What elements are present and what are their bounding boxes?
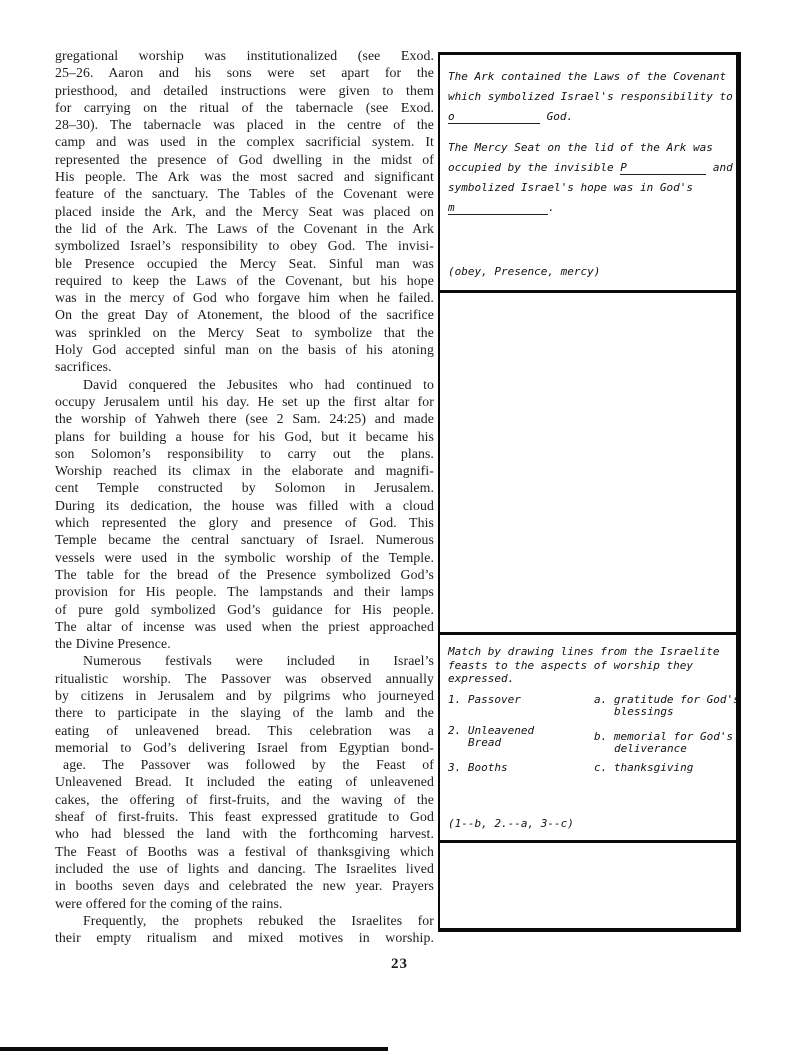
article-text-line: their empty ritualism and mixed motives in worship. [55, 930, 434, 946]
match-instruction-line: Match by drawing lines from the Israelite [448, 645, 720, 658]
article-text-line: who had blessed the land with the forthcoming harvest. [55, 826, 434, 842]
exercise-text-line: The Mercy Seat on the lid of the Ark was [448, 141, 713, 154]
match-feast-cell [448, 694, 594, 718]
article-text-line: occupy Jerusalem until his day. He set up the first altar for [55, 393, 434, 409]
article-text-line: sacrifices. [55, 359, 112, 375]
article-text-line: the lid of the Ark. The Laws of the Covenant in the Ark [55, 220, 434, 236]
article-text-line: ritualistic worship. The Passover was observed annually [55, 670, 434, 686]
match-aspect-cont: deliverance [614, 741, 687, 755]
match-aspect: c. thanksgiving [594, 760, 694, 774]
match-items [448, 692, 740, 774]
ark-fill-in-exercise [440, 55, 736, 293]
article-text-line: Worship reached its climax in the elaborate and magnifi- [55, 463, 434, 479]
fill-in-blank [620, 161, 706, 175]
text-segment: . [548, 201, 555, 214]
match-answer-key: (1--b, 2.--a, 3--c) [448, 817, 574, 830]
exercise-text-line: symbolized Israel's hope was in God's [448, 181, 694, 194]
exercise-text-line [448, 198, 730, 218]
exercise-column [438, 52, 741, 932]
article-text-line: Numerous festivals were included in Israel’s [83, 653, 434, 669]
match-feast: 2. Unleavened [448, 723, 535, 737]
article-text-line: During its dedication, the house was filled with a cloud [55, 497, 434, 513]
article-text-line: provision for His people. The lampstands and their lamps [55, 584, 434, 600]
article-text-line: there to participate in the slaying of the lamb and the [55, 705, 434, 721]
article-text-line: camp and was used in the complex sacrificial system. It [55, 134, 434, 150]
fill-in-blank [448, 110, 540, 124]
article-text-line: represented the presence of God dwelling in the midst of [55, 151, 434, 167]
article-text-line: were offered for the coming of the rains. [55, 895, 283, 911]
match-feast: 3. Booths [448, 760, 508, 774]
article-text-line: age. The Passover was followed by the Feast of [63, 757, 434, 773]
article-text-line: sheaf of first-fruits. This feast expressed gratitude to God [55, 809, 434, 825]
article-text-line: son Solomon’s responsibility to carry out the plans. [55, 445, 434, 461]
exercise-text-line [448, 107, 730, 127]
article-text-line: memorial to God’s delivering Israel from Egyptian bond- [55, 739, 434, 755]
fill-in-blank [448, 201, 548, 215]
article-text-line: 28–30). The tabernacle was placed in the centre of the [55, 117, 434, 133]
exercise-text-line [448, 158, 733, 178]
blank-hint-letter: m [448, 201, 455, 214]
empty-response-box [440, 843, 736, 928]
article-text-line: ble Presence occupied the Mercy Seat. Sinful man was [55, 255, 434, 271]
match-instruction-line: expressed. [448, 672, 515, 685]
blank-hint-letter: P [620, 161, 627, 174]
match-aspect-cell [594, 762, 730, 774]
article-text-line: the Divine Presence. [55, 636, 171, 652]
article-text-line: Unleavened Bread. It included the eating of unleavened [55, 774, 434, 790]
match-row [448, 762, 730, 774]
article-text-line: cent Temple constructed by Solomon in Jerusalem. [55, 480, 434, 496]
article-text-line: Temple became the central sanctuary of Israel. Numerous [55, 532, 434, 548]
blank-hint-letter: o [448, 110, 455, 123]
article-text-line: symbolized Israel’s responsibility to obey God. The invisi- [55, 238, 434, 254]
matching-exercise [440, 635, 740, 843]
match-feast-cont: Bread [468, 735, 502, 749]
exercise-text-line: which symbolized Israel's responsibility to [448, 90, 733, 103]
article-text-line: the worship of Yahweh there (see 2 Sam. 24:25) and made [55, 411, 434, 427]
match-aspect-cell [594, 731, 733, 755]
article-text-line: David conquered the Jebusites who had continued to [83, 376, 434, 392]
article-text-line: by citizens in Jerusalem and by pilgrims who journeyed [55, 687, 434, 703]
match-aspect: b. memorial for God's [594, 729, 734, 743]
article-text-line: which represented the glory and presence of God. This [55, 515, 434, 531]
article-text-line: plans for building a house for his God, but it became his [55, 428, 434, 444]
article-text-line: required to keep the Laws of the Covenant, but his hope [55, 272, 434, 288]
article-text-line: feature of the sanctuary. The Tables of the Covenant were [55, 186, 434, 202]
article-text-line: The table for the bread of the Presence symbolized God’s [55, 566, 434, 582]
match-aspect: a. gratitude for God's [594, 692, 740, 706]
article-text-line: The Feast of Booths was a festival of thanksgiving which [55, 843, 434, 859]
article-text-line: eating of unleavened bread. This celebration was a [55, 722, 434, 738]
match-aspect-cell [594, 694, 740, 718]
empty-response-box [440, 293, 736, 635]
text-segment: God. [546, 110, 574, 123]
article-text-line: 25–26. Aaron and his sons were set apart for the [55, 65, 434, 81]
article-text-line: Holy God accepted sinful man on the basis of his atoning [55, 342, 434, 358]
text-segment: and [712, 161, 733, 174]
article-text-line: vessels were used in the symbolic worship of the Temple. [55, 549, 434, 565]
match-row [448, 692, 740, 718]
article-text-line: gregational worship was institutionalized (see Exod. [55, 48, 434, 63]
article-text-line: cakes, the offering of first-fruits, and the waving of the [55, 791, 434, 807]
match-row [448, 723, 734, 755]
article-text-line: On the great Day of Atonement, the blood of the sacrifice [55, 307, 434, 323]
text-segment: occupied by the invisible [448, 161, 614, 174]
match-feast: 1. Passover [448, 692, 521, 706]
article-text-line: His people. The Ark was the most sacred and significant [55, 169, 434, 185]
article-text [55, 47, 434, 946]
scan-edge-bar [0, 1047, 388, 1051]
article-text-line: for carrying on the ritual of the tabernacle (see Exod. [55, 99, 434, 115]
exercise-text-line: The Ark contained the Laws of the Covenant [448, 70, 727, 83]
article-text-line: was sprinkled on the Mercy Seat to symbolize that the [55, 324, 434, 340]
article-text-line: placed inside the Ark, and the Mercy Seat was placed on [55, 203, 434, 219]
article-text-line: was in the mercy of God who forgave him when he failed. [55, 290, 434, 306]
article-text-line: of pure gold symbolized God’s guidance for His people. [55, 601, 434, 617]
article-text-line: Frequently, the prophets rebuked the Israelites for [83, 912, 434, 928]
article-text-line: priesthood, and detailed instructions were given to them [55, 82, 434, 98]
match-feast-cell [448, 725, 594, 755]
match-instruction-line: feasts to the aspects of worship they [448, 658, 694, 672]
article-text-line: The altar of incense was used when the priest approached [55, 618, 434, 634]
match-aspect-cont: blessings [614, 704, 674, 718]
article-text-line: in booths seven days and celebrated the new year. Prayers [55, 878, 434, 894]
ark-answer-key: (obey, Presence, mercy) [448, 265, 601, 278]
page-number: 23 [391, 956, 408, 972]
article-text-line: included the use of lights and dancing. The Israelites lived [55, 860, 434, 876]
match-feast-cell [448, 762, 594, 774]
